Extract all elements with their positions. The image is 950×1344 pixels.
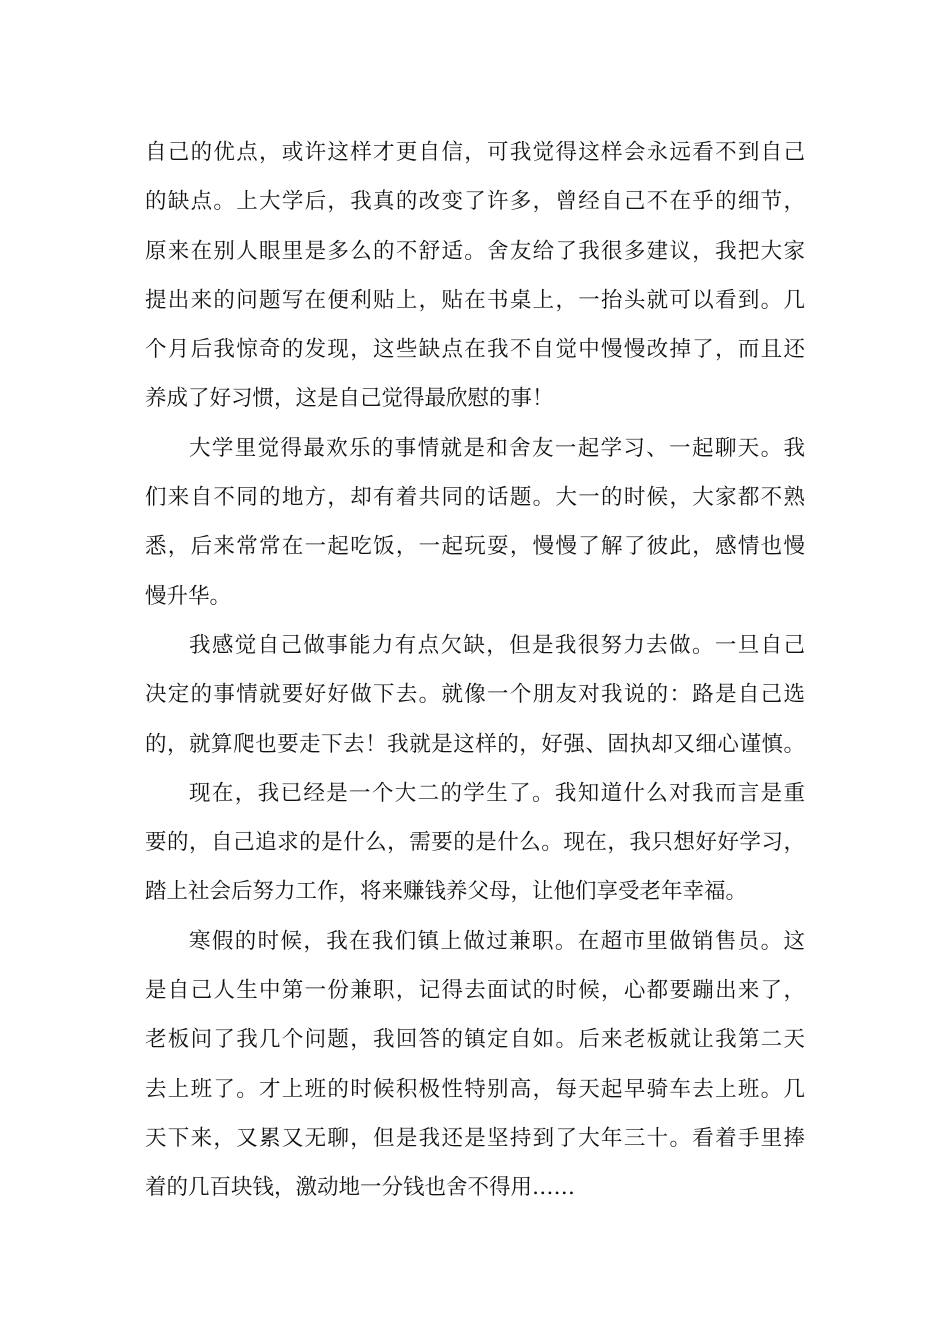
document-body: [145, 128, 805, 1213]
text-line: 去上班了。才上班的时候积极性特别高，每天起早骑车去上班。几: [145, 1076, 805, 1102]
text-line: 们来自不同的地方，却有着共同的话题。大一的时候，大家都不熟: [145, 485, 805, 511]
text-line: 的，就算爬也要走下去！我就是这样的，好强、固执却又细心谨慎。: [145, 731, 805, 757]
text-line: 悉，后来常常在一起吃饭，一起玩耍，慢慢了解了彼此，感情也慢: [145, 534, 805, 560]
text-line: 踏上社会后努力工作，将来赚钱养父母，让他们享受老年幸福。: [145, 879, 748, 905]
text-line: 慢升华。: [145, 583, 232, 609]
text-line: 提出来的问题写在便利贴上，贴在书桌上，一抬头就可以看到。几: [145, 287, 805, 313]
text-line: 决定的事情就要好好做下去。就像一个朋友对我说的：路是自己选: [145, 682, 805, 708]
text-line: 要的，自己追求的是什么，需要的是什么。现在，我只想好好学习，: [145, 830, 805, 856]
text-line: 着的几百块钱，激动地一分钱也舍不得用……: [145, 1175, 576, 1201]
text-line: 个月后我惊奇的发现，这些缺点在我不自觉中慢慢改掉了，而且还: [145, 337, 805, 363]
text-line: 是自己人生中第一份兼职，记得去面试的时候，心都要蹦出来了，: [145, 978, 805, 1004]
text-line: 原来在别人眼里是多么的不舒适。舍友给了我很多建议，我把大家: [145, 238, 805, 264]
paragraph-first-line: 寒假的时候，我在我们镇上做过兼职。在超市里做销售员。这: [189, 928, 805, 954]
text-line: 的缺点。上大学后，我真的改变了许多，曾经自己不在乎的细节，: [145, 189, 805, 215]
text-line: 天下来，又累又无聊，但是我还是坚持到了大年三十。看着手里捧: [145, 1125, 805, 1151]
text-line: 老板问了我几个问题，我回答的镇定自如。后来老板就让我第二天: [145, 1027, 805, 1053]
paragraph-first-line: 现在，我已经是一个大二的学生了。我知道什么对我而言是重: [189, 780, 805, 806]
text-line: 养成了好习惯，这是自己觉得最欣慰的事！: [145, 386, 554, 412]
text-line: 自己的优点，或许这样才更自信，可我觉得这样会永远看不到自己: [145, 140, 805, 165]
paragraph-first-line: 我感觉自己做事能力有点欠缺，但是我很努力去做。一旦自己: [189, 632, 805, 658]
paragraph-first-line: 大学里觉得最欢乐的事情就是和舍友一起学习、一起聊天。我: [189, 435, 805, 461]
